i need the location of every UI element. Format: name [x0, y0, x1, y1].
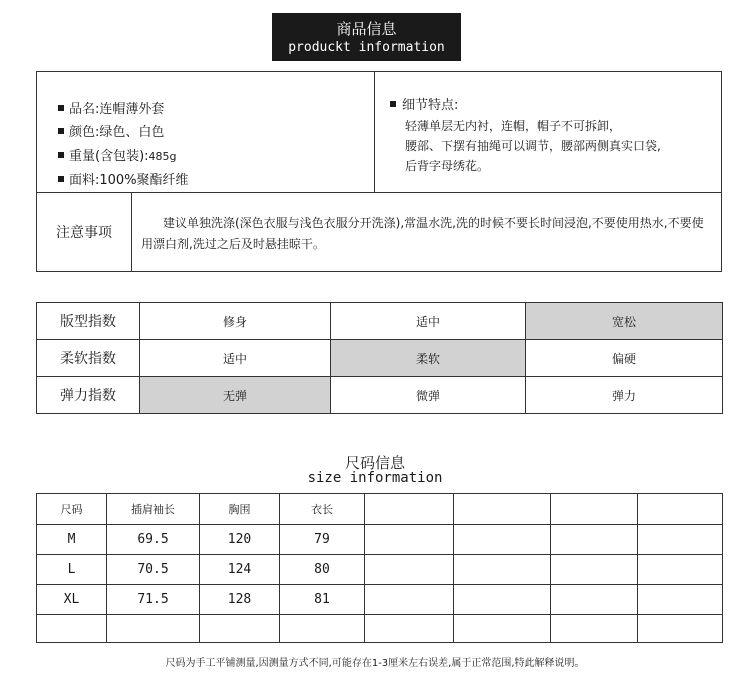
- details-title-text: 细节特点:: [402, 98, 459, 113]
- product-info-box: [36, 71, 722, 272]
- size-table-empty-cell: [638, 555, 723, 585]
- size-table-header-cell: 衣长: [280, 494, 365, 525]
- product-info-title-en: produckt information: [288, 40, 445, 55]
- size-table-empty-cell: [365, 525, 454, 555]
- notes-label: 注意事项: [37, 193, 132, 271]
- size-table-empty-cell: [638, 525, 723, 555]
- size-table: [36, 493, 723, 643]
- index-option-selected: 宽松: [526, 303, 723, 340]
- bullet-square-icon: [58, 176, 64, 182]
- details-line: 轻薄单层无内衬，连帽，帽子不可拆卸，: [405, 119, 622, 133]
- index-label: 柔软指数: [37, 340, 140, 377]
- size-table-cell: 79: [280, 525, 365, 555]
- size-table-empty-cell: [551, 494, 638, 525]
- bullet-square-icon: [58, 152, 64, 158]
- index-option: 微弹: [331, 377, 526, 414]
- index-option: 适中: [331, 303, 526, 340]
- attr-color-text: 颜色:绿色、白色: [69, 125, 165, 140]
- size-table-empty-cell: [365, 585, 454, 615]
- size-table-cell: L: [37, 555, 107, 585]
- size-table-empty-cell: [37, 615, 107, 643]
- size-table-header-cell: 胸围: [200, 494, 280, 525]
- size-table-empty-cell: [551, 555, 638, 585]
- size-table-empty-cell: [454, 494, 551, 525]
- size-table-empty-cell: [551, 525, 638, 555]
- bullet-square-icon: [390, 101, 396, 107]
- index-row: [37, 303, 723, 340]
- size-table-cell: 70.5: [107, 555, 200, 585]
- size-table-cell: 80: [280, 555, 365, 585]
- size-table-header-cell: 尺码: [37, 494, 107, 525]
- index-option-selected: 柔软: [331, 340, 526, 377]
- index-label: 弹力指数: [37, 377, 140, 414]
- size-table-empty-cell: [551, 585, 638, 615]
- attr-weight-value: 485g: [148, 150, 177, 163]
- size-table-empty-row: [37, 615, 723, 643]
- size-table-empty-cell: [365, 555, 454, 585]
- size-table-cell: 128: [200, 585, 280, 615]
- size-table-empty-cell: [200, 615, 280, 643]
- size-table-empty-cell: [454, 555, 551, 585]
- size-table-empty-cell: [638, 585, 723, 615]
- size-table-cell: M: [37, 525, 107, 555]
- size-table-empty-cell: [280, 615, 365, 643]
- size-table-empty-cell: [638, 494, 723, 525]
- product-info-title-zh: 商品信息: [336, 20, 397, 38]
- details-line: 腰部、下摆有抽绳可以调节，腰部两侧真实口袋,: [405, 139, 661, 153]
- size-table-empty-cell: [551, 615, 638, 643]
- bullet-square-icon: [58, 128, 64, 134]
- notes-text: 建议单独洗涤(深色衣服与浅色衣服分开洗涤),常温水洗,洗的时候不要长时间浸泡,不要使用热水,不要使用漂白剂,洗过之后及时悬挂晾干。: [141, 216, 704, 251]
- size-table-cell: 124: [200, 555, 280, 585]
- attr-material: [58, 169, 189, 188]
- attr-name: [58, 98, 164, 117]
- size-table-header-cell: 插肩袖长: [107, 494, 200, 525]
- attr-weight: [58, 145, 177, 164]
- size-table-empty-cell: [365, 494, 454, 525]
- attr-color: [58, 121, 164, 140]
- size-table-empty-cell: [107, 615, 200, 643]
- index-option: 弹力: [526, 377, 723, 414]
- fit-index-table: [36, 302, 723, 414]
- info-top-row: [37, 72, 721, 193]
- attr-weight-label: 重量(含包装):: [69, 149, 149, 164]
- size-footnote: 尺码为手工平铺测量,因测量方式不同,可能存在1-3厘米左右误差,属于正常范围,特此解释说明。: [165, 658, 585, 669]
- size-table-cell: 120: [200, 525, 280, 555]
- product-info-title: [272, 13, 461, 61]
- index-row: [37, 340, 723, 377]
- size-table-header: [37, 494, 723, 525]
- bullet-square-icon: [58, 105, 64, 111]
- size-table-cell: 81: [280, 585, 365, 615]
- index-row: [37, 377, 723, 414]
- size-info-title-zh: 尺码信息: [344, 454, 405, 472]
- size-table-empty-cell: [454, 615, 551, 643]
- index-option-selected: 无弹: [140, 377, 331, 414]
- attributes-panel: [37, 72, 375, 192]
- size-info-title-en: size information: [307, 470, 443, 486]
- details-line: 后背字母绣花。: [405, 159, 490, 173]
- attr-material-text: 面料:100%聚酯纤维: [69, 173, 189, 188]
- size-table-cell: 69.5: [107, 525, 200, 555]
- size-table-row: [37, 525, 723, 555]
- details-panel: [390, 96, 661, 176]
- size-table-empty-cell: [454, 525, 551, 555]
- index-option: 偏硬: [526, 340, 723, 377]
- size-table-row: [37, 555, 723, 585]
- details-title: [390, 96, 661, 116]
- size-table-cell: XL: [37, 585, 107, 615]
- index-option: 适中: [140, 340, 331, 377]
- size-table-empty-cell: [638, 615, 723, 643]
- size-table-empty-cell: [454, 585, 551, 615]
- size-table-empty-cell: [365, 615, 454, 643]
- size-table-cell: 71.5: [107, 585, 200, 615]
- index-label: 版型指数: [37, 303, 140, 340]
- index-option: 修身: [140, 303, 331, 340]
- size-table-row: [37, 585, 723, 615]
- attr-name-text: 品名:连帽薄外套: [69, 102, 165, 117]
